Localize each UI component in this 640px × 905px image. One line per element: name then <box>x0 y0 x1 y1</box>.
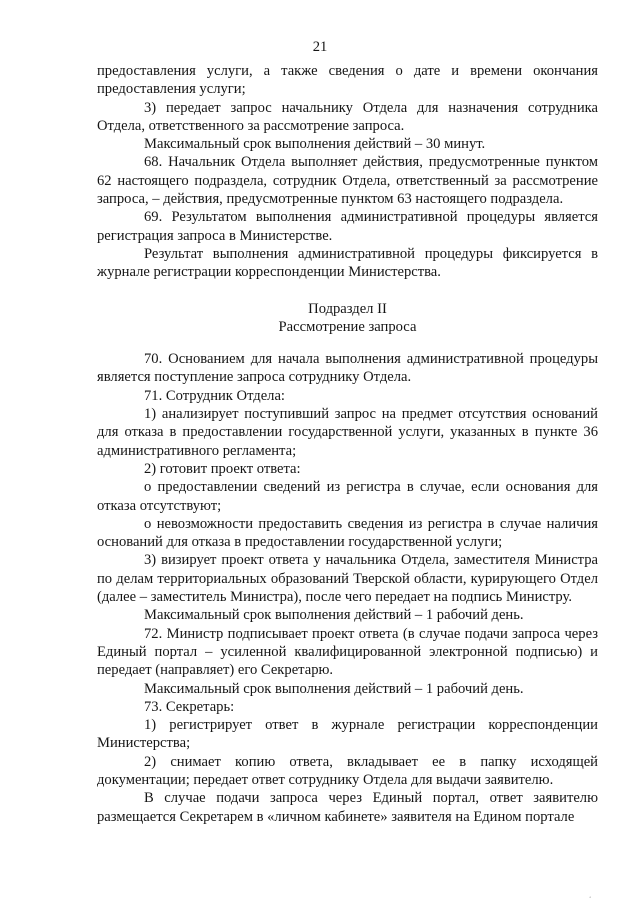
paragraph: Максимальный срок выполнения действий – 1 рабочий день. <box>144 607 524 624</box>
paragraph: Результат выполнения административной процедуры фиксируется в журнале регистрации корреспонденции Министерства. <box>97 245 598 281</box>
paragraph: 1) анализирует поступивший запрос на предмет отсутствия оснований для отказа в предоставлении государственной услуги, указанных в пункте 36 административного регламента; <box>97 406 598 459</box>
paragraph: предоставления услуги, а также сведения о дате и времени окончания предоставления услуги; <box>97 63 598 98</box>
paragraph: 71. Сотрудник Отдела: <box>144 387 285 404</box>
paragraph: Максимальный срок выполнения действий – 1 рабочий день. <box>144 680 524 697</box>
spacer <box>97 282 598 300</box>
spacer <box>97 336 598 350</box>
paragraph: 69. Результатом выполнения административной процедуры является регистрация запроса в Министерстве. <box>97 209 598 244</box>
paragraph: 68. Начальник Отдела выполняет действия, предусмотренные пунктом 62 настоящего подраздела, сотрудник Отдела, ответственный за рассмотрение запроса, – действия, предусмотренные пунктом 63 настоящего подраздела. <box>97 154 598 208</box>
paragraph: 73. Секретарь: <box>144 698 235 715</box>
paragraph: 70. Основанием для начала выполнения административной процедуры является поступление запроса сотруднику Отдела. <box>97 351 598 386</box>
section-number: Подраздел II <box>308 300 387 317</box>
paragraph: 1) регистрирует ответ в журнале регистрации корреспонденции Министерства; <box>97 717 598 752</box>
paragraph: о невозможности предоставить сведения из регистра в случае наличия оснований для отказа в предоставлении государственной услуги; <box>97 515 598 551</box>
document-body <box>97 62 598 826</box>
paragraph: 72. Министр подписывает проект ответа (в случае подачи запроса через Единый портал – усиленной квалифицированной электронной подписью) и передает (направляет) его Секретарю. <box>97 625 598 679</box>
paragraph: Максимальный срок выполнения действий – 30 минут. <box>144 136 486 153</box>
scan-artifact-mark: ‘ <box>589 895 592 903</box>
paragraph: 2) снимает копию ответа, вкладывает ее в папку исходящей документации; передает ответ сотруднику Отдела для выдачи заявителю. <box>97 753 598 788</box>
section-title: Рассмотрение запроса <box>278 318 417 335</box>
paragraph: В случае подачи запроса через Единый портал, ответ заявителю размещается Секретарем в «личном кабинете» заявителя на Едином портале <box>97 790 598 825</box>
paragraph: 3) передает запрос начальнику Отдела для назначения сотрудника Отдела, ответственного за рассмотрение запроса. <box>97 99 598 134</box>
page-number: 21 <box>312 39 328 55</box>
paragraph: о предоставлении сведений из регистра в случае, если основания для отказа отсутствуют; <box>97 479 598 514</box>
paragraph: 3) визирует проект ответа у начальника Отдела, заместителя Министра по делам территориальных образований Тверской области, курирующего Отдел (далее – заместитель Министра), после чего передает на подпись Министру. <box>97 552 598 606</box>
paragraph: 2) готовит проект ответа: <box>144 460 301 477</box>
